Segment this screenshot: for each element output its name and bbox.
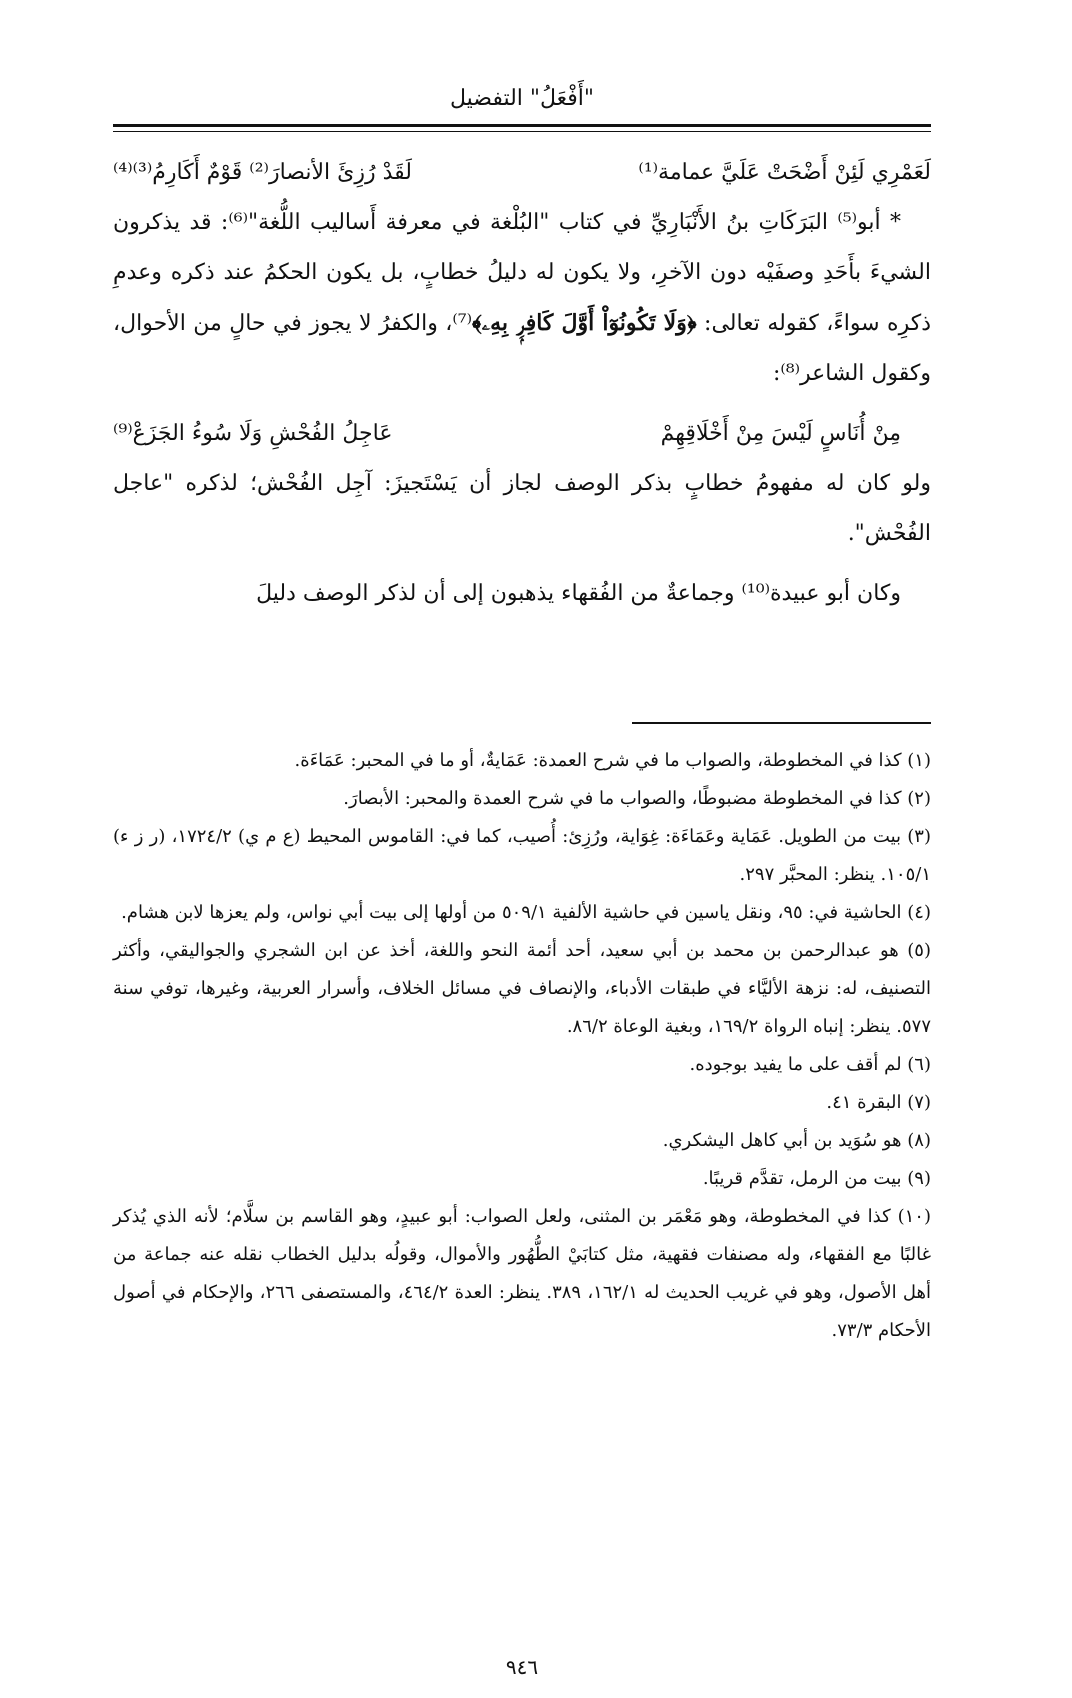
paragraph-1 [113, 198, 931, 399]
running-header: "أَفْعَلُ" التفضيل [449, 86, 595, 111]
page-number: ٩٤٦ [505, 1655, 539, 1679]
main-text [113, 148, 931, 619]
verse-2-first-hemistich: مِنْ أُنَاسٍ لَيْسَ مِنْ أَخْلَاقِهِمْ [660, 421, 901, 446]
footnote-9: (٩) بيت من الرمل، تقدَّم قريبًا. [702, 1168, 931, 1189]
header-rule [113, 124, 931, 127]
spacer [113, 559, 931, 569]
header-rule-thin [113, 131, 931, 132]
paragraph-3: وكان أبو عبيدة⁽¹⁰⁾ وجماعةٌ من الفُقهاء يذهبون إلى أن لذكر الوصف دليلَ [256, 581, 901, 606]
paragraph-1-tail: ⁽⁷⁾، والكفرُ لا يجوز في حالٍ من الأحوال، وكقول الشاعر⁽⁸⁾: [113, 311, 931, 386]
footnote-7: (٧) البقرة ٤١. [826, 1092, 931, 1113]
footnote-10: (١٠) كذا في المخطوطة، وهو مَعْمَر بن المثنى، ولعل الصواب: أبو عبيدٍ، وهو القاسم بن سلَّام؛ لأنه الذي يُذكر غالبًا مع الفقهاء، وله مصنفات فقهية، مثل كتابَيْ الطُّهُور والأموال، وقولُه بدليل الخطاب نقله عنه جماعة من أهل الأصول، وهو في غريب الحديث له ١٦٢/١، ٣٨٩. ينظر: العدة ٤٦٤/٢، والمستصفى ٢٦٦، والإحكام في أصول الأحكام ٧٣/٣. [113, 1206, 932, 1341]
footnote-6: (٦) لم أقف على ما يفيد بوجوده. [689, 1054, 931, 1075]
footnote-1: (١) كذا في المخطوطة، والصواب ما في شرح العمدة: عَمَايةٌ، أو ما في المحبر: عَمَاءَة. [294, 750, 931, 771]
verse-line-1 [113, 148, 931, 198]
footnote-separator [632, 722, 931, 724]
verse-1-first-hemistich: لَعَمْرِي لَئِنْ أَضْحَتْ عَلَيَّ عمامة⁽¹⁾ [638, 160, 931, 185]
paragraph-2: ولو كان له مفهومُ خطابٍ بذكر الوصف لجاز أن يَسْتَجيزَ: آجِل الفُحْش؛ لذكره "عاجل الفُحْش". [113, 471, 932, 546]
footnote-8: (٨) هو سُوَيد بن أبي كاهل اليشكري. [662, 1130, 931, 1151]
footnotes [113, 742, 931, 1350]
spacer [113, 399, 931, 409]
footnote-4: (٤) الحاشية في: ٩٥، ونقل ياسين في حاشية الألفية ٥٠٩/١ من أولها إلى بيت أبي نواس، ولم يعزها لابن هشام. [121, 902, 931, 923]
footnote-5: (٥) هو عبدالرحمن بن محمد بن أبي سعيد، أحد أئمة النحو واللغة، أخذ عن ابن الشجري والجواليقي، وأكثر التصنيف، له: نزهة الأليَّاء في طبقات الأدباء، والإنصاف في مسائل الخلاف، وأسرار العربية، وغيرها، توفي سنة ٥٧٧. ينظر: إنباه الرواة ١٦٩/٢، وبغية الوعاة ٨٦/٢. [113, 940, 931, 1037]
quran-verse: ﴿وَلَا تَكُونُوٓاْ أَوَّلَ كَافِرِۭ بِهِۦ﴾ [472, 310, 697, 336]
verse-2-second-hemistich: عَاجِلُ الفُحْشِ وَلَا سُوءُ الجَزَعْ⁽⁹⁾ [113, 421, 393, 446]
footnote-3: (٣) بيت من الطويل. عَمَاية وعَمَاءَة: غِوَاية، ورُزِئ: أُصيب، كما في: القاموس المحيط (ع م ي) ١٧٢٤/٢، (ر ز ء) ١٠٥/١. ينظر: المحبَّر ٢٩٧. [113, 826, 931, 885]
footnote-2: (٢) كذا في المخطوطة مضبوطًا، والصواب ما في شرح العمدة والمحبر: الأبصارَ. [343, 788, 931, 809]
paragraph-1-text: * أبو⁽⁵⁾ البَرَكَاتِ بنُ الأَنْبَارِيِّ في كتاب "البُلْغة في معرفة أَساليب اللُّغة"⁽⁶⁾: قد يذكرون الشيءَ بأَحَدِ وصفَيْه دون الآخرِ، ولا يكون له دليلُ خطابٍ، بل يكون الحكمُ عند ذكره وعدمِ ذكرِه سواءً، كقوله تعالى: [113, 210, 931, 336]
verse-1-second-hemistich: لَقَدْ رُزِئَ الأنصارَ⁽²⁾ قَوْمٌ أَكَارِمُ⁽³⁾⁽⁴⁾ [113, 160, 412, 185]
verse-line-2 [113, 409, 931, 459]
